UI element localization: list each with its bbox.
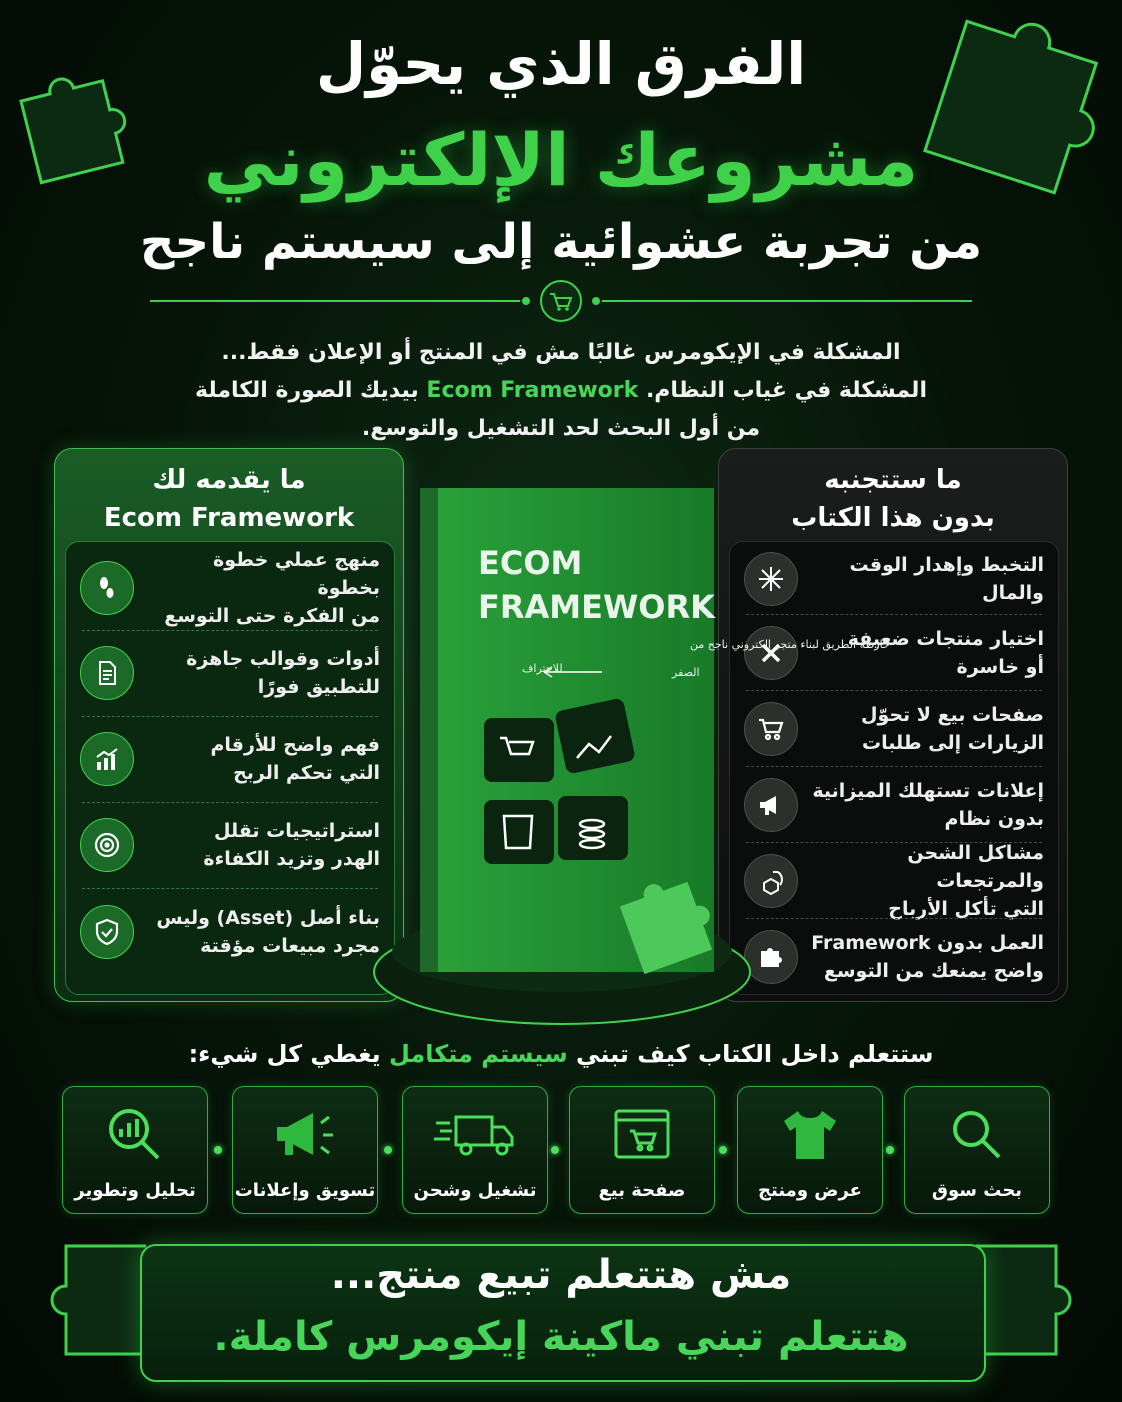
intro-line-1: المشكلة في الإيكومرس غالبًا مش في المنتج أو الإعلان فقط... <box>221 340 901 365</box>
cart-icon <box>744 702 798 756</box>
list-item: أدوات وقوالب جاهزة للتطبيق فورًا <box>80 634 380 712</box>
intro-line-3: من أول البحث لحد التشغيل والتوسع. <box>361 416 761 441</box>
document-icon <box>80 646 134 700</box>
list-item: العمل بدون Framework واضح يمنعك من التوسع <box>744 924 1044 990</box>
list-item: اختيار منتجات ضعيفة أو خاسرة <box>744 620 1044 686</box>
bottom-line-2: هتتعلم تبني ماكينة إيكومرس كاملة. <box>213 1314 909 1360</box>
book-title-line-1: ECOM <box>478 544 583 582</box>
megaphone-icon <box>233 1103 377 1167</box>
list-item: فهم واضح للأرقام التي تحكم الربح <box>80 720 380 798</box>
divider-cart-icon <box>150 286 972 316</box>
book-to-label: للاحتراف <box>522 662 563 675</box>
analytics-icon <box>63 1103 207 1167</box>
headline-line-2: مشروعك الإلكتروني <box>203 118 919 202</box>
offer-panel <box>54 448 404 1002</box>
megaphone-icon <box>744 778 798 832</box>
list-item: بناء أصل (Asset) وليس مجرد مبيعات مؤقتة <box>80 892 380 972</box>
learn-highlight: سيستم متكامل <box>388 1040 568 1068</box>
avoid-panel-title: ما ستتجنبه بدون هذا الكتاب <box>791 465 995 533</box>
bottom-line-1: مش هتتعلم تبيع منتج... <box>330 1252 792 1298</box>
list-item: استراتيجيات تقلل الهدر وتزيد الكفاءة <box>80 806 380 884</box>
tshirt-icon <box>738 1103 882 1167</box>
headline-line-3: من تجربة عشوائية إلى سيستم ناجح <box>139 214 983 270</box>
browser-cart-icon <box>570 1103 714 1167</box>
step-card: تحليل وتطوير <box>62 1086 208 1214</box>
intro-highlight: Ecom Framework <box>426 378 639 403</box>
step-card: بحث سوق <box>904 1086 1050 1214</box>
list-item: منهج عملي خطوة بخطوة من الفكرة حتى التوسع <box>80 550 380 626</box>
headline-line-1: الفرق الذي يحوّل <box>315 30 807 98</box>
offer-panel-title: ما يقدمه لك Ecom Framework <box>103 465 355 533</box>
return-box-icon <box>744 854 798 908</box>
step-card: تسويق وإعلانات <box>232 1086 378 1214</box>
shield-check-icon <box>80 905 134 959</box>
avoid-list <box>729 541 1059 995</box>
list-item: التخبط وإهدار الوقت والمال <box>744 548 1044 610</box>
step-card: عرض ومنتج <box>737 1086 883 1214</box>
avoid-panel <box>718 448 1068 1002</box>
book-from-label: الصفر <box>672 666 700 679</box>
intro-text <box>160 334 962 448</box>
truck-icon <box>403 1103 547 1167</box>
book-title-line-2: FRAMEWORK <box>478 588 715 626</box>
list-item: إعلانات تستهلك الميزانية بدون نظام <box>744 772 1044 838</box>
intro-line-2: المشكلة في غياب النظام. Ecom Framework بيديك الصورة الكاملة <box>195 378 927 403</box>
learn-heading: ستتعلم داخل الكتاب كيف تبني سيستم متكامل يغطي كل شيء: <box>188 1040 934 1068</box>
x-icon <box>744 626 798 680</box>
target-icon <box>80 818 134 872</box>
list-item: مشاكل الشحن والمرتجعات التي تأكل الأرباح <box>744 848 1044 914</box>
book-illustration <box>372 482 890 1042</box>
growth-chart-icon <box>80 732 134 786</box>
offer-list <box>65 541 395 995</box>
puzzle-icon <box>744 930 798 984</box>
scatter-arrows-icon <box>744 552 798 606</box>
list-item: صفحات بيع لا تحوّل الزيارات إلى طلبات <box>744 696 1044 762</box>
footsteps-icon <box>80 561 134 615</box>
step-card: تشغيل وشحن <box>402 1086 548 1214</box>
book-subtitle: خارطة الطريق لبناء متجر إلكتروني ناجح من <box>690 638 890 651</box>
step-card: صفحة بيع <box>569 1086 715 1214</box>
magnifier-icon <box>905 1103 1049 1167</box>
